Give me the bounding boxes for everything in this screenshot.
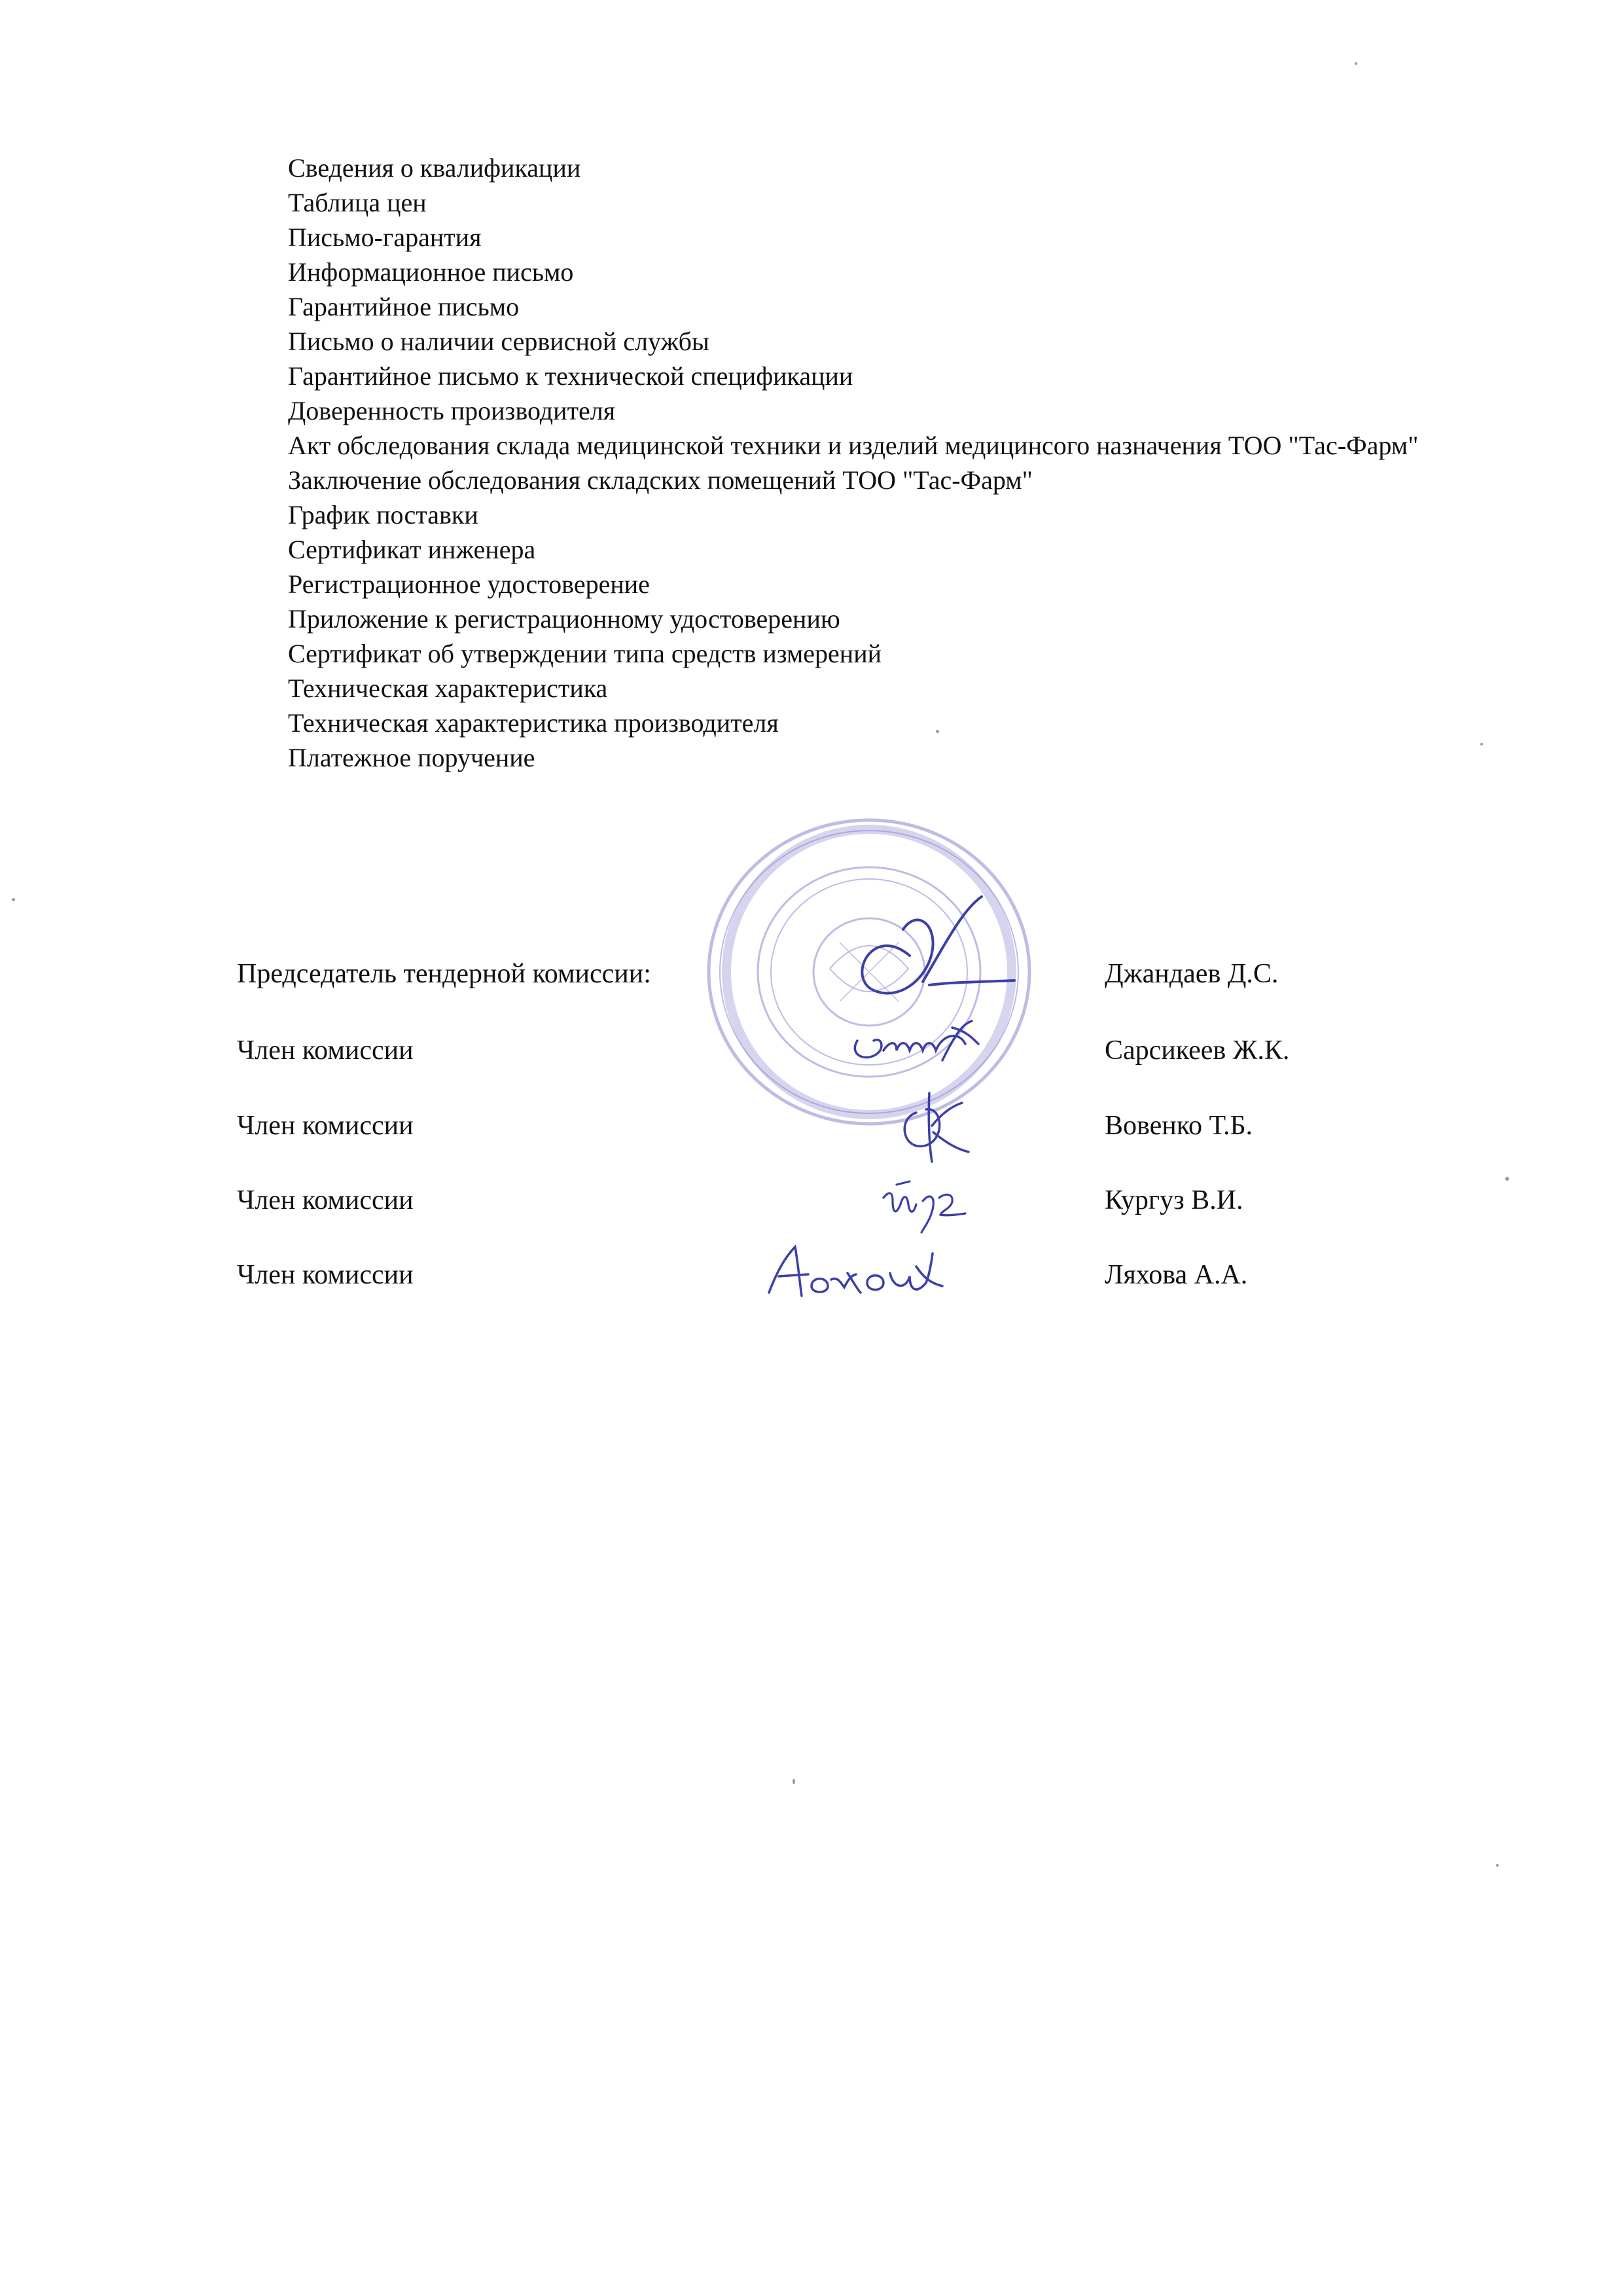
document-list-item: Приложение к регистрационному удостоверению — [288, 604, 840, 634]
scan-speck — [1480, 743, 1483, 745]
document-list-item: Регистрационное удостоверение — [288, 569, 650, 599]
signatory-role: Член комиссии — [237, 1260, 414, 1290]
signatory-name: Вовенко Т.Б. — [1105, 1111, 1253, 1141]
signatory-role: Председатель тендерной комиссии: — [237, 959, 651, 989]
document-list — [237, 151, 1513, 775]
signatory-name: Джандаев Д.С. — [1105, 959, 1279, 989]
document-list-item: Таблица цен — [288, 188, 427, 217]
document-list-item: Техническая характеристика производителя — [288, 708, 779, 738]
document-list-item: Платежное поручение — [288, 743, 535, 772]
signatory-role: Член комиссии — [237, 1111, 414, 1141]
signatory-role: Член комиссии — [237, 1185, 414, 1215]
scan-speck — [12, 898, 15, 901]
document-list-item: График поставки — [288, 500, 478, 529]
signature-chairman — [831, 884, 1021, 1014]
scan-speck — [793, 1779, 795, 1784]
scan-speck — [936, 730, 939, 733]
signature-member-1 — [844, 1014, 988, 1073]
signatory-name: Ляхова А.А. — [1105, 1260, 1248, 1290]
signatory-name: Кургуз В.И. — [1105, 1185, 1243, 1215]
document-list-item: Письмо о наличии сервисной службы — [288, 327, 709, 356]
signatory-role: Член комиссии — [237, 1035, 414, 1066]
signatory-name: Сарсикеев Ж.К. — [1105, 1035, 1290, 1066]
document-list-item: Информационное письмо — [288, 257, 574, 287]
document-list-item: Сертификат об утверждении типа средств измерений — [288, 639, 882, 668]
signature-row-member — [237, 1106, 1415, 1145]
document-list-item: Гарантийное письмо к технической спецификации — [288, 361, 853, 391]
scan-speck — [1355, 62, 1357, 65]
signature-member-4 — [759, 1240, 949, 1312]
document-list-item: Заключение обследования складских помещений ТОО "Тас-Фарм" — [288, 465, 1033, 495]
document-list-item: Сертификат инженера — [288, 535, 536, 564]
signature-row-member — [237, 1031, 1415, 1070]
document-list-item: Сведения о квалификации — [288, 153, 581, 183]
signature-member-3 — [877, 1178, 988, 1240]
signature-row-member — [237, 1181, 1415, 1220]
document-list-item: Техническая характеристика — [288, 673, 608, 703]
signature-row-chairman — [237, 954, 1415, 994]
scan-speck — [1505, 1177, 1509, 1181]
document-list-item: Гарантийное письмо — [288, 292, 520, 321]
signature-member-2 — [890, 1086, 975, 1165]
document-list-item: Акт обследования склада медицинской техники и изделий медицинсого назначения ТОО "Тас-Фарм" — [288, 431, 1419, 460]
scan-speck — [1496, 1864, 1499, 1867]
document-list-item: Доверенность производителя — [288, 396, 616, 425]
document-list-item: Письмо-гарантия — [288, 223, 482, 252]
